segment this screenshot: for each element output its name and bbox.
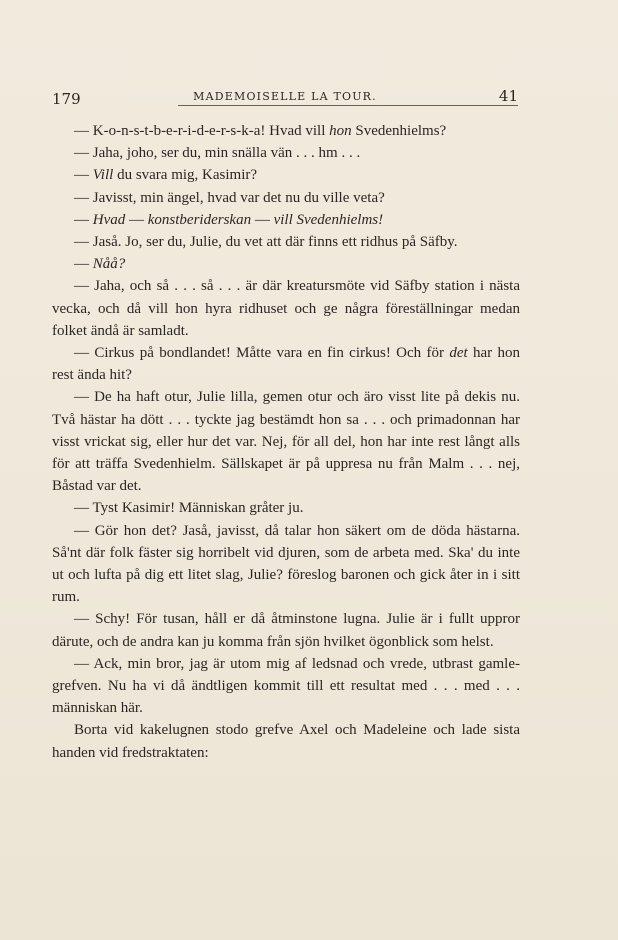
paragraph-12 [52,520,520,609]
running-title: MADEMOISELLE LA TOUR. [193,90,377,103]
emphasis-text: Hvad [92,211,126,228]
text-run: — Jaha, joho, ser du, min snälla vän . . . hm . . . [74,145,361,162]
paragraph-4 [52,187,520,209]
paragraph-15 [52,719,520,763]
body-text [52,120,520,764]
text-run: — Jaha, och så . . . så . . . är där kreatursmöte vid Säfby station i nästa vecka, och då vill hon hyra ridhuset och ge några föreställningar medan folket ändå är samladt. [52,278,520,339]
text-run: — [251,211,274,228]
text-run: — De ha haft otur, Julie lilla, gemen otur och äro visst lite på dekis nu. Två hästar ha dött . . . tyckte jag bestämdt hon sa . . . och primadonnan har visst vrickat sig, eller hur det var. Nej, för all del, hon har inte rest långt alls för att träffa Svedenhielm. Sällskapet är på uppresa nu från Malm . . . nej, Båstad var det. [52,389,520,495]
text-run: du svara mig, Kasimir? [113,167,258,184]
paragraph-10 [52,386,520,497]
text-run: har hon rest ända hit? [52,345,520,384]
paragraph-5 [52,209,520,231]
emphasis-text: konstberiderskan [147,211,252,228]
text-run: — Cirkus på bondlandet! Måtte vara en fin cirkus! Och för [74,345,450,362]
emphasis-text: hon [329,123,352,139]
paragraph-7 [52,253,520,275]
text-run: — Ack, min bror, jag är utom mig af ledsnad och vrede, utbrast gamle-grefven. Nu ha vi då ändtligen kommit till ett resultat med . . . med . . . människan här. [52,655,520,717]
emphasis-text: det [449,345,468,362]
text-run: — [74,211,93,228]
text-run: — Jaså. Jo, ser du, Julie, du vet att där finns ett ridhus på Säfby. [74,234,458,251]
text-run: — Tyst Kasimir! Människan gråter ju. [74,500,304,517]
text-run: — Javisst, min ängel, hvad var det nu du ville veta? [74,189,385,206]
paragraph-9 [52,342,520,386]
paragraph-11 [52,497,520,519]
text-run: — [74,256,93,273]
paragraph-1 [52,120,520,142]
text-run: — Gör hon det? Jaså, javisst, då talar hon säkert om de döda hästarna. Så'nt där folk fäster sig horribelt vid djuren, som de arbeta med. Ska' du inte ut och lufta på dig ett litet slag, Julie? föreslog baronen och gick åter in i sitt rum. [52,522,520,606]
paragraph-3 [52,164,520,186]
paragraph-6 [52,231,520,253]
text-run: — K-o-n-s-t-b-e-r-i-d-e-r-s-k-a! Hvad vill [74,123,330,139]
page-number: 41 [498,87,518,105]
text-run: Svedenhielms? [351,123,447,139]
text-run: Borta vid kakelugnen stodo grefve Axel och Madeleine och lade sista handen vid fredstraktaten: [52,722,520,761]
emphasis-text: Vill [92,167,114,184]
text-run: — [74,167,93,184]
paragraph-14 [52,653,520,720]
paragraph-13 [52,608,520,652]
header-rule [178,105,518,106]
paragraph-2 [52,142,520,164]
text-run: — Schy! För tusan, håll er då åtminstone lugna. Julie är i fullt uppror därute, och de andra kan ju komma från sjön hvilket ögonblick som helst. [52,611,520,650]
signature-number: 179 [52,90,81,108]
emphasis-text: Nåå? [92,256,126,273]
text-run: — [125,211,148,228]
emphasis-text: vill Svedenhielms! [273,211,384,228]
paragraph-8 [52,275,520,342]
